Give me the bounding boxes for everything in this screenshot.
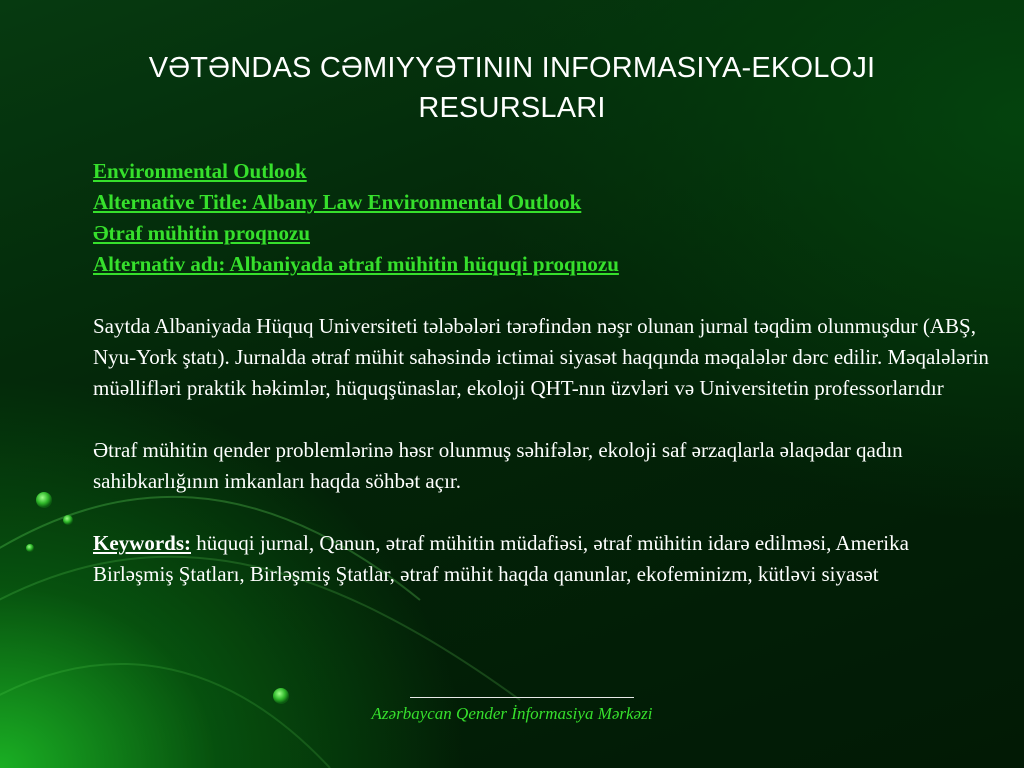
- footer-organization: Azərbaycan Qender İnformasiya Mərkəzi: [371, 704, 653, 723]
- link-alternative-title[interactable]: Alternative Title: Albany Law Environmental Outlook: [93, 190, 582, 214]
- description-paragraph: Saytda Albaniyada Hüquq Universiteti tələbələri tərəfindən nəşr olunan jurnal təqdim olunmuşdur (ABŞ, Nyu-York ştatı). Jurnalda ətraf mühit sahəsində ictimai siyasət haqqında məqalələr dərc edilir. Məqalələrin müəllifləri praktik həkimlər, hüquqşünaslar, ekoloji QHT-nın üzvləri və Universitetin professorlarıdır: [93, 314, 989, 400]
- keywords-text: hüquqi jurnal, Qanun, ətraf mühitin müdafiəsi, ətraf mühitin idarə edilməsi, Amerika Birləşmiş Ştatları, Birləşmiş Ştatlar, ətraf mühit haqda qanunlar, ekofeminizm, kütləvi siyasət: [93, 531, 909, 586]
- slide-title: VƏTƏNDAS CƏMIYYƏTININ INFORMASIYA-EKOLOJI RESURSLARI: [148, 52, 876, 124]
- spacer: [93, 497, 993, 528]
- link-etraf-muhitin-proqnozu[interactable]: Ətraf mühitin proqnozu: [93, 221, 310, 245]
- gender-paragraph: Ətraf mühitin qender problemlərinə həsr olunmuş səhifələr, ekoloji saf ərzaqlarla əlaqədar qadın sahibkarlığının imkanları haqda söhbət açır.: [93, 438, 903, 493]
- keywords-label: Keywords:: [93, 531, 191, 555]
- link-alternativ-adi[interactable]: Alternativ adı: Albaniyada ətraf mühitin hüquqi proqnozu: [93, 252, 619, 276]
- spacer: [93, 404, 993, 435]
- link-environmental-outlook[interactable]: Environmental Outlook: [93, 159, 307, 183]
- spacer: [93, 280, 993, 311]
- footer-divider: [410, 697, 634, 698]
- slide-content: [93, 156, 993, 590]
- keywords-paragraph: [93, 528, 993, 590]
